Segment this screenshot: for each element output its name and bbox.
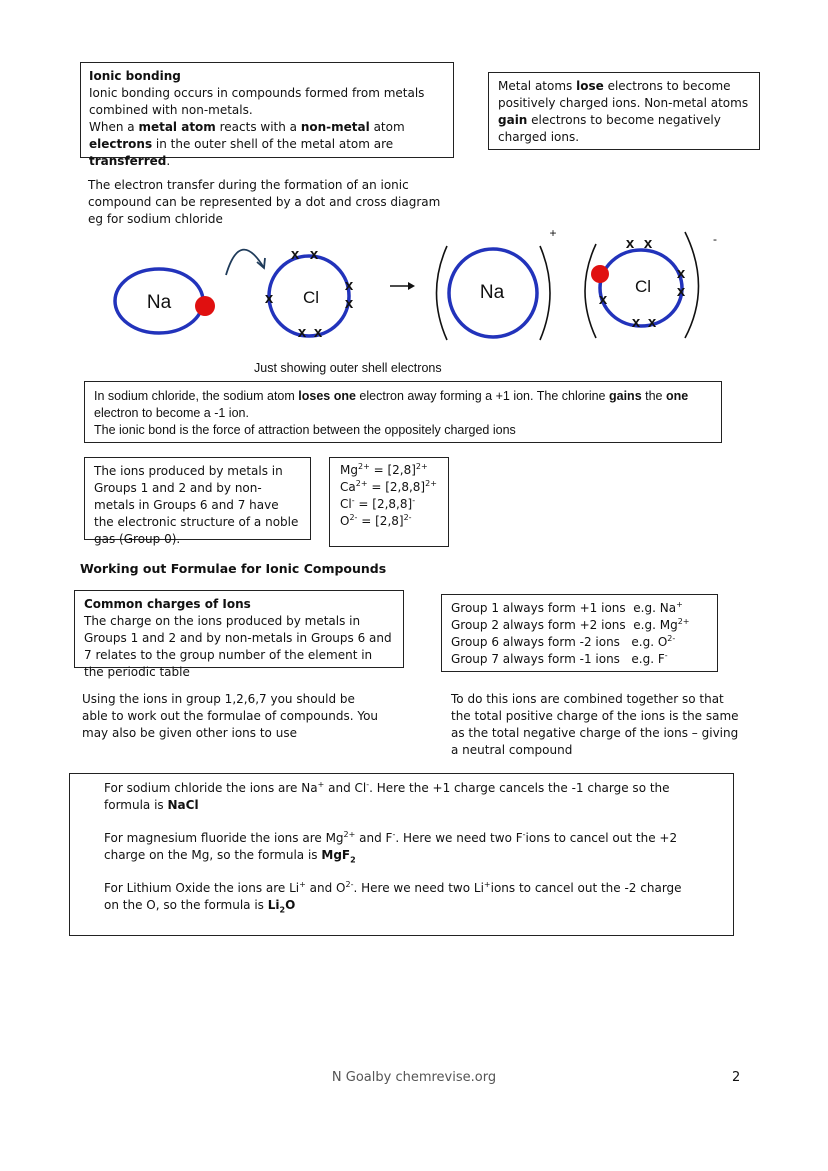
config-ca: $Ca^{2+} = [2,8,8]^{2+}$ [340,479,437,494]
example-li2o: For Lithium Oxide the ions are Li+ and $O^{2-}$. Here we need two Li+ions to cancel out the -2 charge on the O, so the formula is $Li_2O$ [104,880,682,915]
transfer-intro-text: The electron transfer during the formation of an ionic compound can be represented by a dot and cross diagram eg for sodium chloride [88,178,441,226]
sodium-chloride-line1: In sodium chloride, the sodium atom loses one electron away forming a +1 ion. The chlorine gains the one electron to become a -1 ion. [94,389,689,420]
group-line-3: Group 6 always form -2 ions e.g. $O^{2-}$ [451,634,676,649]
group-line-1: Group 1 always form +1 ions e.g. Na+ [451,600,683,615]
metal-atoms-text: Metal atoms lose electrons to become positively charged ions. Non-metal atoms gain electrons to become negatively charged ions. [498,79,749,144]
cl-cross: x [309,246,319,263]
configs-box [329,457,449,547]
examples-box [69,773,734,936]
example-mgf2: For magnesium fluoride the ions are $Mg^{2+}$ and F-. Here we need two F-ions to cancel out the +2 charge on the Mg, so the formula is MgF$_2$ [104,830,678,865]
config-cl: Cl- = [2,8,8]- [340,496,416,511]
cl-ion-cross: x [647,314,657,331]
cl-ion-bracket-right [685,232,699,338]
cl-ion-cross: x [676,283,686,300]
cl-cross: x [264,290,274,307]
groups-box [441,594,718,672]
config-o: $O^{2-} = [2,8]^{2-}$ [340,513,412,528]
cl-cross: x [313,324,323,341]
na-ion-bracket-left [437,246,448,340]
cl-ion-cross: x [631,314,641,331]
sodium-chloride-line2: The ionic bond is the force of attraction between the oppositely charged ions [94,423,516,437]
na-ion-charge: + [549,226,557,240]
cl-ion-cross: x [598,291,608,308]
noble-gas-text: The ions produced by metals in Groups 1 and 2 and by non-metals in Groups 6 and 7 have the electronic structure of a noble gas (Group 0). [94,464,299,546]
example-nacl: For sodium chloride the ions are Na+ and Cl-. Here the +1 charge cancels the -1 charge so the formula is NaCl [104,780,670,812]
cl-label: Cl [302,288,320,307]
common-charges-text: The charge on the ions produced by metals in Groups 1 and 2 and by non-metals in Groups 6 and 7 relates to the group number of the element in the periodic table [84,614,392,679]
footer-author: N Goalby chemrevise.org [331,1070,497,1085]
ionic-bonding-line1: Ionic bonding occurs in compounds formed from metals combined with non-metals. [89,86,425,117]
ionic-bonding-line2: When a metal atom reacts with a non-metal atom electrons in the outer shell of the metal atom are transferred. [89,120,405,168]
cl-cross: x [297,324,307,341]
common-charges-title: Common charges of Ions [84,597,251,611]
na-label: Na [146,292,172,313]
group-line-2: Group 2 always form +2 ions e.g. $Mg^{2+}$ [451,617,690,632]
na-electron [195,296,215,316]
cl-ion-bracket-left [585,244,596,338]
cl-ion-cross: x [625,235,635,252]
ionic-bonding-title: Ionic bonding [89,69,181,83]
cl-ion-electron [591,265,609,283]
cl-ion-charge: - [713,232,717,246]
common-charges-box [74,590,404,679]
noble-gas-box [84,457,311,546]
cl-ion-label: Cl [634,277,652,296]
group-line-4: Group 7 always form -1 ions e.g. F- [451,651,668,666]
config-mg: $Mg^{2+} = [2,8]^{2+}$ [340,462,428,477]
page-number: 2 [732,1070,741,1085]
cl-ion-cross: x [676,265,686,282]
dot-cross-diagram [0,0,828,380]
cl-ion-cross: x [643,235,653,252]
cl-cross: x [344,295,354,312]
cl-cross: x [344,277,354,294]
na-ion-label: Na [479,282,505,303]
cl-cross: x [290,246,300,263]
using-ions-text: Using the ions in group 1,2,6,7 you should be able to work out the formulae of compounds. You may also be given other ions to use [82,692,379,740]
diagram-caption: Just showing outer shell electrons [254,361,442,375]
na-ion-bracket-right [540,246,550,340]
combine-text: To do this ions are combined together so that the total positive charge of the ions is the same as the total negative charge of the ions – giving a neutral compound [451,692,739,757]
formulae-heading: Working out Formulae for Ionic Compounds [80,561,387,576]
sodium-chloride-box [84,381,722,443]
